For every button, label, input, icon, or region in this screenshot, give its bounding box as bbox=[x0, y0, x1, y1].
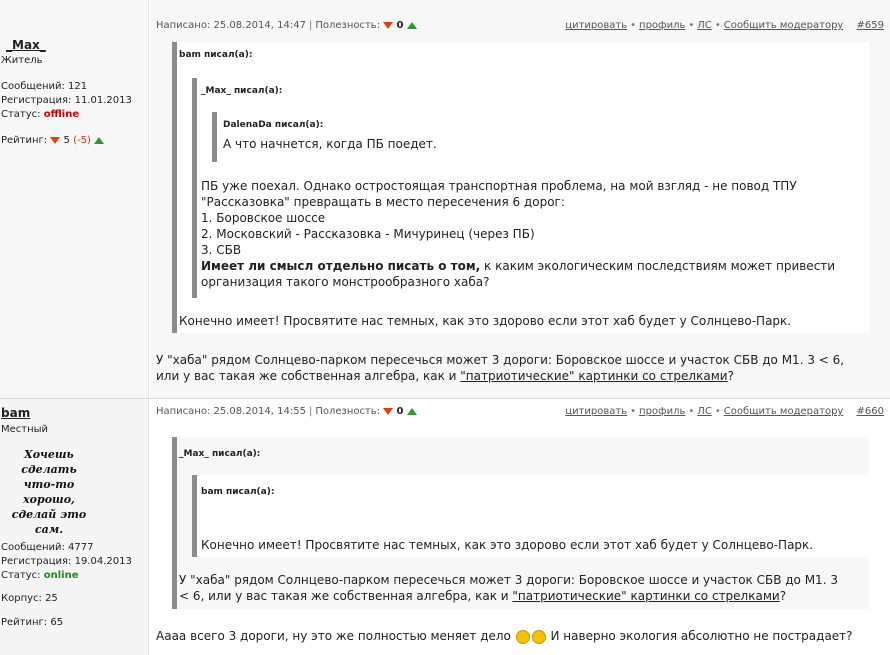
author-panel bbox=[0, 399, 149, 655]
quote-line: Имеет ли смысл отдельно писать о том, к каким экологическим последствиям может привести bbox=[201, 259, 836, 273]
quote-line: ПБ уже поехал. Однако остростоящая транспортная проблема, на мой взгляд - не повод ТПУ bbox=[201, 179, 797, 193]
quote-bar bbox=[172, 42, 177, 333]
author-messages: Сообщений: 4777 bbox=[1, 542, 94, 553]
quote-outer bbox=[172, 42, 869, 333]
author-status: Статус: offline bbox=[1, 109, 80, 120]
pm-link[interactable]: ЛС bbox=[697, 406, 712, 417]
quote-mid bbox=[192, 78, 869, 298]
quote-bar bbox=[192, 78, 197, 298]
report-link[interactable]: Сообщить модератору bbox=[723, 406, 844, 417]
author-rating: Рейтинг: 5 (-5) bbox=[1, 135, 104, 146]
quote-line: 1. Боровское шоссе bbox=[201, 211, 326, 225]
quote-bar bbox=[172, 437, 177, 609]
author-rank: Местный bbox=[1, 424, 49, 435]
quote-line: 3. СБВ bbox=[201, 243, 242, 257]
status-offline: offline bbox=[43, 109, 80, 120]
thinking-smiley-icon bbox=[516, 630, 530, 644]
post-content bbox=[150, 0, 890, 398]
quote-inner bbox=[192, 475, 869, 557]
quote-text: А что начнется, когда ПБ поедет. bbox=[223, 137, 437, 151]
post-number-link[interactable]: #659 bbox=[856, 20, 884, 31]
post-content bbox=[150, 399, 890, 655]
pm-link[interactable]: ЛС bbox=[697, 20, 712, 31]
post-meta: Написано: 25.08.2014, 14:55 | Полезность: 0 bbox=[156, 406, 417, 417]
usefulness-value: 0 bbox=[396, 20, 404, 31]
post-meta: Написано: 25.08.2014, 14:47 | Полезность: 0 bbox=[156, 20, 417, 31]
vote-down-icon[interactable] bbox=[383, 22, 393, 29]
quote-line: У "хаба" рядом Солнцево-парком пересечься может 3 дороги: Боровское шоссе и участок СБВ до М1. 3 bbox=[179, 573, 838, 587]
author-rank: Житель bbox=[1, 55, 43, 66]
report-link[interactable]: Сообщить модератору bbox=[723, 20, 844, 31]
quote-author: _Max_ писал(а): bbox=[179, 449, 261, 459]
post-text-line: или у вас такая же собственная алгебра, как и "патриотические" картинки со стрелками? bbox=[156, 369, 734, 383]
quote-bar bbox=[192, 475, 197, 557]
author-messages: Сообщений: 121 bbox=[1, 81, 88, 92]
author-registration: Регистрация: 11.01.2013 bbox=[1, 95, 132, 106]
profile-link[interactable]: профиль bbox=[639, 406, 686, 417]
author-signature-image: Хочешь сделать что-то хорошо, сделай это сам. bbox=[11, 448, 87, 536]
pictures-link[interactable]: "патриотические" картинки со стрелками bbox=[460, 369, 728, 383]
quote-line: организация такого монстрообразного хаба? bbox=[201, 275, 490, 289]
post-number-link[interactable]: #660 bbox=[856, 406, 884, 417]
quote-line: "Рассказовка" превращать в место пересечения 6 дорог: bbox=[201, 195, 565, 209]
quote-inner bbox=[212, 112, 869, 162]
quote-text: Конечно имеет! Просвятите нас темных, как это здорово если этот хаб будет у Солнцево-Парк. bbox=[179, 314, 792, 328]
post-660 bbox=[0, 398, 890, 655]
author-name[interactable]: bam bbox=[1, 406, 31, 420]
author-registration: Регистрация: 19.04.2013 bbox=[1, 556, 132, 567]
quote-author: bam писал(а): bbox=[201, 487, 275, 497]
quote-author: bam писал(а): bbox=[179, 50, 253, 60]
quote-outer bbox=[172, 437, 869, 609]
quote-author: _Max_ писал(а): bbox=[201, 86, 283, 96]
quote-author: DalenaDa писал(а): bbox=[223, 120, 324, 130]
status-online: online bbox=[43, 570, 79, 581]
author-name[interactable]: _Max_ bbox=[6, 38, 46, 52]
author-corps: Корпус: 25 bbox=[1, 593, 58, 604]
rating-down-icon[interactable] bbox=[50, 137, 60, 144]
quote-text: Конечно имеет! Просвятите нас темных, как это здорово если этот хаб будет у Солнцево-Парк. bbox=[201, 538, 814, 552]
usefulness-value: 0 bbox=[396, 406, 404, 417]
post-text-line: У "хаба" рядом Солнцево-парком пересечься может 3 дороги: Боровское шоссе и участок СБВ до М1. 3 < 6, bbox=[156, 353, 845, 367]
rating-up-icon[interactable] bbox=[94, 137, 104, 144]
quote-link[interactable]: цитировать bbox=[565, 20, 628, 31]
post-text-line: Аааа всего 3 дороги, ну это же полностью меняет дело И наверно экология абсолютно не пострадает? bbox=[156, 629, 853, 643]
post-actions: цитировать • профиль • ЛС • Сообщить модератору #659 bbox=[565, 20, 884, 31]
post-header bbox=[156, 20, 884, 34]
quote-line: 2. Московский - Рассказовка - Мичуринец (через ПБ) bbox=[201, 227, 535, 241]
profile-link[interactable]: профиль bbox=[639, 20, 686, 31]
author-rating: Рейтинг: 65 bbox=[1, 617, 64, 628]
vote-up-icon[interactable] bbox=[407, 408, 417, 415]
quote-bar bbox=[212, 112, 217, 162]
vote-up-icon[interactable] bbox=[407, 22, 417, 29]
smiley-icon bbox=[532, 630, 546, 644]
author-status: Статус: online bbox=[1, 570, 79, 581]
author-panel bbox=[0, 0, 149, 398]
pictures-link[interactable]: "патриотические" картинки со стрелками bbox=[512, 589, 780, 603]
quote-line: < 6, или у вас такая же собственная алгебра, как и "патриотические" картинки со стрелками? bbox=[179, 589, 787, 603]
post-header bbox=[156, 406, 884, 420]
quote-link[interactable]: цитировать bbox=[565, 406, 628, 417]
vote-down-icon[interactable] bbox=[383, 408, 393, 415]
post-actions: цитировать • профиль • ЛС • Сообщить модератору #660 bbox=[565, 406, 884, 417]
